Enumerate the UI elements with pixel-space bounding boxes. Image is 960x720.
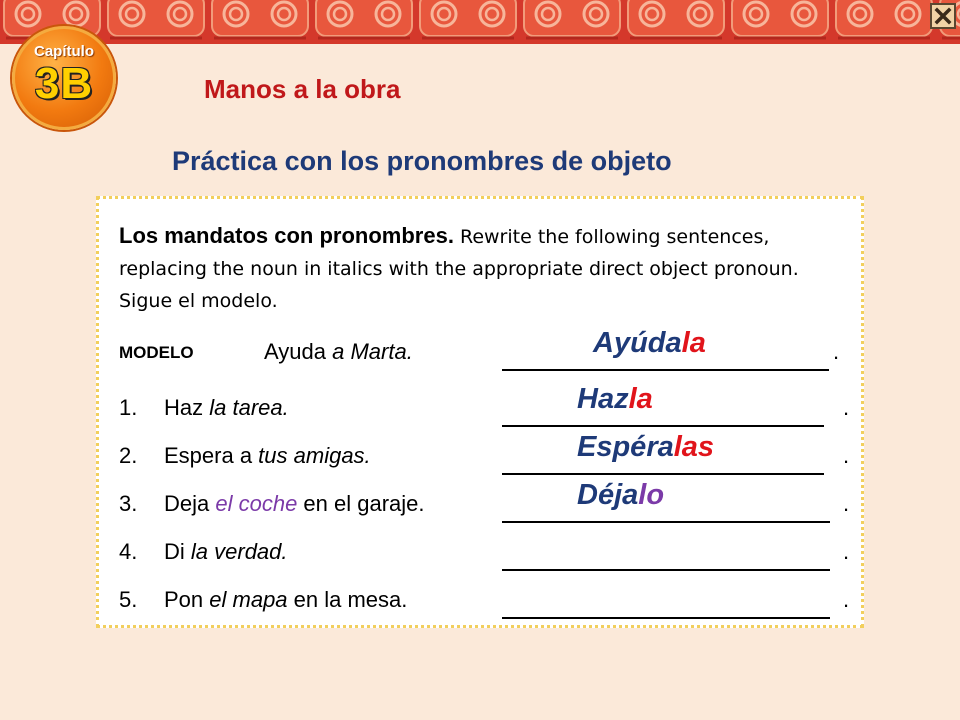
item-verb: Espera a: [164, 443, 259, 468]
decorative-banner: [0, 0, 960, 44]
instructions-text: Rewrite the following sentences, replacing the noun in italics with the appropriate direct object pronoun. Sigue el modelo.: [119, 226, 799, 312]
item-object: tus amigas.: [258, 443, 371, 468]
exercise-item: [119, 431, 859, 475]
chapter-label: Capítulo: [34, 43, 94, 60]
answer-blank[interactable]: [502, 473, 824, 475]
item-sentence: [164, 443, 371, 469]
section-title: Manos a la obra: [204, 74, 401, 104]
chapter-badge: [12, 26, 116, 130]
item-rest: en la mesa.: [287, 587, 408, 612]
answer-verb: Haz: [577, 383, 629, 415]
item-object: la verdad.: [190, 539, 288, 564]
answer-pronoun: lo: [638, 479, 665, 511]
period: .: [833, 339, 840, 364]
exercise-item: [119, 479, 859, 523]
exercise-item: [119, 579, 859, 619]
exercise-panel: [96, 196, 864, 628]
item-object: el coche: [215, 491, 298, 516]
exercise-heading: Los mandatos con pronombres.: [119, 223, 454, 248]
item-answer: [577, 431, 714, 464]
period: .: [843, 491, 850, 516]
exercise-item: [119, 531, 859, 571]
item-answer: [577, 479, 664, 512]
close-button[interactable]: [930, 3, 956, 29]
answer-blank[interactable]: [502, 617, 830, 619]
page-title: Práctica con los pronombres de objeto: [172, 146, 672, 176]
item-sentence: [164, 491, 425, 517]
instructions: [119, 221, 849, 317]
modelo-verb: Ayuda: [264, 339, 333, 364]
item-number: 4.: [119, 539, 138, 564]
item-sentence: [164, 395, 289, 421]
modelo-answer: [593, 327, 706, 360]
answer-blank[interactable]: [502, 425, 824, 427]
period: .: [843, 443, 850, 468]
item-sentence: [164, 587, 407, 613]
item-verb: Di: [164, 539, 191, 564]
item-answer: [577, 383, 653, 416]
exercise-item: [119, 383, 859, 427]
item-number: 5.: [119, 587, 138, 612]
answer-pronoun: la: [628, 383, 653, 415]
period: .: [843, 587, 850, 612]
chapter-number: 3B: [34, 59, 94, 108]
item-rest: en el garaje.: [297, 491, 425, 516]
close-icon: [934, 7, 952, 25]
item-number: 2.: [119, 443, 138, 468]
answer-verb: Espéra: [577, 431, 674, 463]
answer-blank[interactable]: [502, 569, 830, 571]
answer-blank[interactable]: [502, 369, 829, 371]
answer-blank[interactable]: [502, 521, 830, 523]
item-verb: Deja: [164, 491, 216, 516]
period: .: [843, 395, 850, 420]
item-object: la tarea.: [209, 395, 289, 420]
modelo-sentence: [264, 339, 413, 365]
item-verb: Haz: [164, 395, 210, 420]
answer-verb: Déja: [577, 479, 639, 511]
spiral-pattern-icon: [0, 0, 960, 44]
item-number: 1.: [119, 395, 138, 420]
item-object: el mapa: [209, 587, 288, 612]
answer-pronoun: las: [673, 431, 715, 463]
modelo-label: MODELO: [119, 343, 194, 362]
period: .: [843, 539, 850, 564]
modelo-object: a Marta.: [332, 339, 413, 364]
item-verb: Pon: [164, 587, 210, 612]
answer-verb: Ayúda: [593, 327, 682, 359]
item-number: 3.: [119, 491, 138, 516]
answer-pronoun: la: [681, 327, 706, 359]
modelo-row: [119, 327, 859, 371]
item-sentence: [164, 539, 288, 565]
